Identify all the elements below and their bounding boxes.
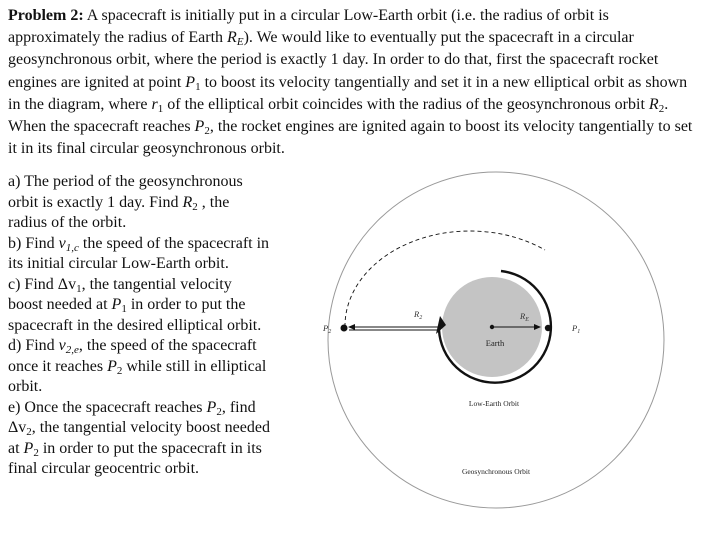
question-parts <box>8 172 270 480</box>
label-r2: $R_2$ <box>414 309 423 321</box>
part-a: a) The period of the geosynchronous orbit is exactly 1 day. Find $R_2$ , the radius of the orbit. <box>8 173 243 231</box>
label-re: $R_E$ <box>520 311 529 323</box>
point-p2 <box>341 325 348 332</box>
part-e: e) Once the spacecraft reaches $P_2$, find $\Delta v_2$, the tangential velocity boost needed at $P_2$ in order to put the spacecraft in its final circular geocentric orbit. <box>8 398 270 477</box>
orbit-diagram <box>290 168 702 546</box>
orbit-diagram-svg <box>290 168 702 546</box>
point-p1 <box>545 325 551 331</box>
part-d: d) Find $v_{2,e}$, the speed of the spacecraft once it reaches $P_2$ while still in elliptical orbit. <box>8 337 267 395</box>
label-low-earth-orbit: Low-Earth Orbit <box>468 399 520 408</box>
problem-statement: Problem 2: A spacecraft is initially put in a circular Low-Earth orbit (i.e. the radius of orbit is approximately the radius of Earth $R_E$). We would like to eventually put the spacecraft in a circular geosynchronous orbit, where the period is exactly 1 day. In order to do that, first the spacecraft rocket engines are ignited at point $P_1$ to boost its velocity tangentially and set it in a new elliptical orbit as shown in the diagram, where $r_1$ of the elliptical orbit coincides with the radius of the geosynchronous orbit $R_2$. When the spacecraft reaches $P_2$, the rocket engines are ignited again to boost its velocity tangentially to set it in its final circular geosynchronous orbit. <box>8 7 693 158</box>
earth-center <box>490 325 494 329</box>
problem-label: Problem 2: <box>8 7 84 24</box>
label-p2: $P_2$ <box>323 323 332 335</box>
part-b: b) Find $v_{1,c}$ the speed of the spacecraft in its initial circular Low-Earth orbit. <box>8 234 270 272</box>
label-p1: $P_1$ <box>572 323 581 335</box>
label-earth: Earth <box>485 338 505 348</box>
part-c: c) Find $\Delta v_1$, the tangential velocity boost needed at $P_1$ in order to put the spacecraft in the desired elliptical orbit. <box>8 275 262 334</box>
label-geosynchronous-orbit: Geosynchronous Orbit <box>461 467 531 476</box>
